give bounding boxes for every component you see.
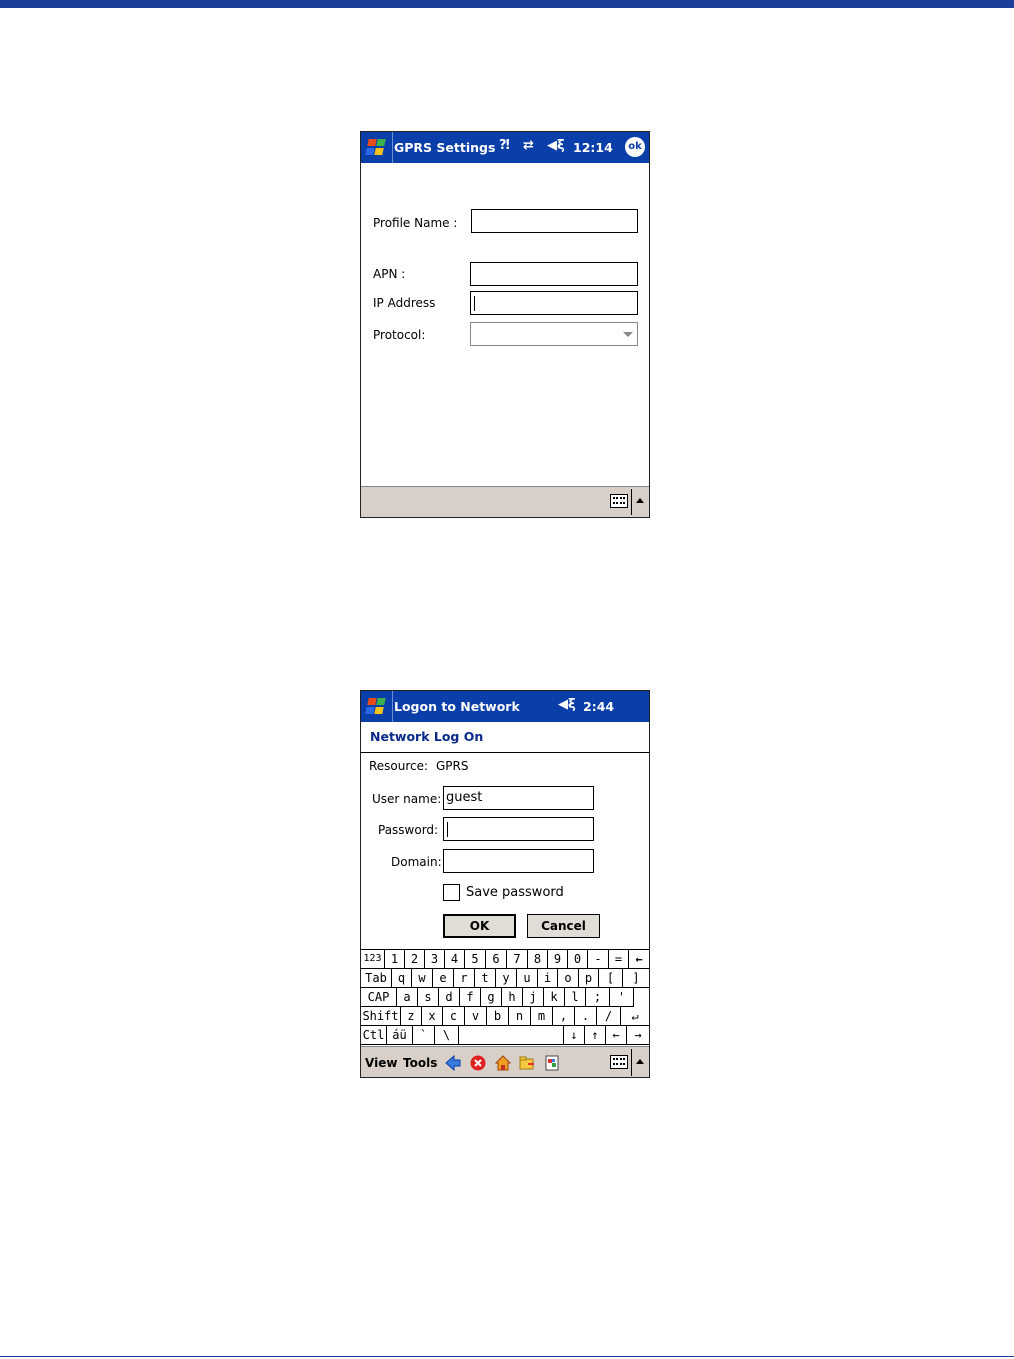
key-up[interactable]: ↑ xyxy=(585,1026,606,1045)
key-5[interactable]: 5 xyxy=(465,950,486,969)
cancel-button[interactable]: Cancel xyxy=(527,914,600,938)
key-m[interactable]: m xyxy=(531,1007,553,1026)
keyboard-icon[interactable] xyxy=(610,1055,628,1069)
key-e[interactable]: e xyxy=(433,969,454,988)
keyboard-row-3 xyxy=(361,988,649,1007)
keyboard-row-4 xyxy=(361,1007,649,1026)
windows-flag-icon xyxy=(366,138,386,156)
keyboard-row-5 xyxy=(361,1026,649,1045)
resource-value: GPRS xyxy=(436,759,469,773)
user-name-label: User name: xyxy=(372,792,442,806)
speaker-icon[interactable]: ◀ξ xyxy=(547,138,565,153)
key-period[interactable]: . xyxy=(575,1007,597,1026)
menu-bar xyxy=(361,486,649,517)
key-x[interactable]: x xyxy=(422,1007,443,1026)
key-2[interactable]: 2 xyxy=(405,950,425,969)
key-z[interactable]: z xyxy=(401,1007,422,1026)
key-b[interactable]: b xyxy=(487,1007,509,1026)
key-space[interactable] xyxy=(459,1026,564,1045)
resource-label: Resource: xyxy=(369,759,429,773)
stop-icon[interactable] xyxy=(470,1055,486,1071)
key-enter[interactable]: ↵ xyxy=(621,1007,649,1026)
key-1[interactable]: 1 xyxy=(385,950,405,969)
password-label: Password: xyxy=(378,823,439,837)
key-u[interactable]: u xyxy=(517,969,538,988)
chevron-down-icon xyxy=(623,332,633,337)
key-p[interactable]: p xyxy=(579,969,599,988)
window-title: GPRS Settings xyxy=(394,140,496,155)
page-bottom-rule xyxy=(0,1356,1014,1357)
protocol-label: Protocol: xyxy=(373,328,426,342)
signal-icon[interactable]: ⁈ xyxy=(499,138,510,153)
apn-label: APN : xyxy=(373,267,406,281)
protocol-dropdown[interactable] xyxy=(470,322,638,346)
refresh-page-icon[interactable] xyxy=(544,1055,560,1071)
ip-address-input[interactable] xyxy=(470,291,638,315)
ok-button[interactable]: OK xyxy=(443,914,516,938)
key-r[interactable]: r xyxy=(454,969,475,988)
key-i[interactable]: i xyxy=(538,969,558,988)
domain-input[interactable] xyxy=(443,849,594,873)
apn-input[interactable] xyxy=(470,262,638,286)
tools-menu[interactable]: Tools xyxy=(403,1056,438,1070)
start-button[interactable] xyxy=(361,691,393,722)
key-backtick[interactable]: ` xyxy=(413,1026,435,1045)
key-n[interactable]: n xyxy=(509,1007,531,1026)
key-a[interactable]: a xyxy=(397,988,418,1007)
key-semicolon[interactable]: ; xyxy=(586,988,610,1007)
key-slash[interactable]: / xyxy=(597,1007,621,1026)
dialog-heading: Network Log On xyxy=(370,729,484,744)
key-quote[interactable]: ' xyxy=(610,988,634,1007)
key-d[interactable]: d xyxy=(439,988,460,1007)
key-equals[interactable]: = xyxy=(609,950,629,969)
gprs-settings-screen xyxy=(360,131,650,518)
favorites-folder-icon[interactable] xyxy=(519,1055,535,1071)
ip-address-label: IP Address xyxy=(373,296,436,310)
keyboard-row-1 xyxy=(361,950,649,969)
user-name-input[interactable]: guest xyxy=(443,786,594,810)
domain-label: Domain: xyxy=(391,855,442,869)
windows-flag-icon xyxy=(366,697,386,715)
profile-name-label: Profile Name : xyxy=(373,216,458,230)
title-bar xyxy=(361,691,649,722)
soft-keyboard xyxy=(361,949,649,1048)
key-8[interactable]: 8 xyxy=(528,950,548,969)
view-menu[interactable]: View xyxy=(365,1056,398,1070)
key-c[interactable]: c xyxy=(443,1007,465,1026)
key-h[interactable]: h xyxy=(502,988,523,1007)
key-l[interactable]: l xyxy=(565,988,586,1007)
key-123[interactable]: 123 xyxy=(361,950,385,969)
key-9[interactable]: 9 xyxy=(548,950,568,969)
clock[interactable]: 2:44 xyxy=(583,699,615,714)
key-down[interactable]: ↓ xyxy=(564,1026,585,1045)
key-right[interactable]: → xyxy=(627,1026,649,1045)
dialog-heading-bar xyxy=(361,722,649,753)
sip-up-arrow-icon[interactable] xyxy=(636,1059,644,1064)
key-backslash[interactable]: \ xyxy=(435,1026,459,1045)
save-password-checkbox[interactable] xyxy=(443,884,460,901)
key-k[interactable]: k xyxy=(544,988,565,1007)
key-j[interactable]: j xyxy=(523,988,544,1007)
key-minus[interactable]: - xyxy=(588,950,609,969)
menu-bar xyxy=(361,1046,649,1078)
password-input[interactable] xyxy=(443,817,594,841)
profile-name-input[interactable] xyxy=(471,209,638,233)
text-caret xyxy=(474,296,475,311)
page-top-rule xyxy=(0,0,1014,8)
save-password-label[interactable]: Save password xyxy=(466,885,564,900)
key-left[interactable]: ← xyxy=(606,1026,627,1045)
key-s[interactable]: s xyxy=(418,988,439,1007)
text-caret xyxy=(447,822,448,837)
home-icon[interactable] xyxy=(495,1055,511,1071)
keyboard-icon[interactable] xyxy=(610,494,628,508)
key-backspace[interactable]: ← xyxy=(629,950,649,969)
sip-separator xyxy=(631,1049,632,1076)
key-y[interactable]: y xyxy=(496,969,517,988)
key-q[interactable]: q xyxy=(392,969,412,988)
key-w[interactable]: w xyxy=(412,969,433,988)
sip-up-arrow-icon[interactable] xyxy=(636,498,644,503)
key-6[interactable]: 6 xyxy=(486,950,507,969)
back-arrow-icon[interactable] xyxy=(445,1055,461,1071)
key-t[interactable]: t xyxy=(475,969,496,988)
key-tab[interactable]: Tab xyxy=(361,969,392,988)
keyboard-row-2 xyxy=(361,969,649,988)
speaker-icon[interactable]: ◀ξ xyxy=(558,697,576,712)
key-g[interactable]: g xyxy=(481,988,502,1007)
key-open-bracket[interactable]: [ xyxy=(599,969,623,988)
key-7[interactable]: 7 xyxy=(507,950,528,969)
key-close-bracket[interactable]: ] xyxy=(623,969,649,988)
key-3[interactable]: 3 xyxy=(425,950,445,969)
connection-icon[interactable]: ⇄ xyxy=(523,138,534,153)
clock[interactable]: 12:14 xyxy=(573,140,613,155)
key-accents[interactable]: áü xyxy=(387,1026,413,1045)
key-shift[interactable]: Shift xyxy=(361,1007,401,1026)
key-o[interactable]: o xyxy=(558,969,579,988)
key-v[interactable]: v xyxy=(465,1007,487,1026)
title-bar xyxy=(361,132,649,163)
sip-separator xyxy=(631,489,632,515)
key-f[interactable]: f xyxy=(460,988,481,1007)
window-title: Logon to Network xyxy=(394,699,520,714)
key-0[interactable]: 0 xyxy=(568,950,588,969)
key-ctl[interactable]: Ctl xyxy=(361,1026,387,1045)
key-comma[interactable]: , xyxy=(553,1007,575,1026)
start-button[interactable] xyxy=(361,132,393,163)
logon-to-network-screen xyxy=(360,690,650,1078)
key-4[interactable]: 4 xyxy=(445,950,465,969)
key-caps[interactable]: CAP xyxy=(361,988,397,1007)
ok-button[interactable]: ok xyxy=(625,137,645,157)
